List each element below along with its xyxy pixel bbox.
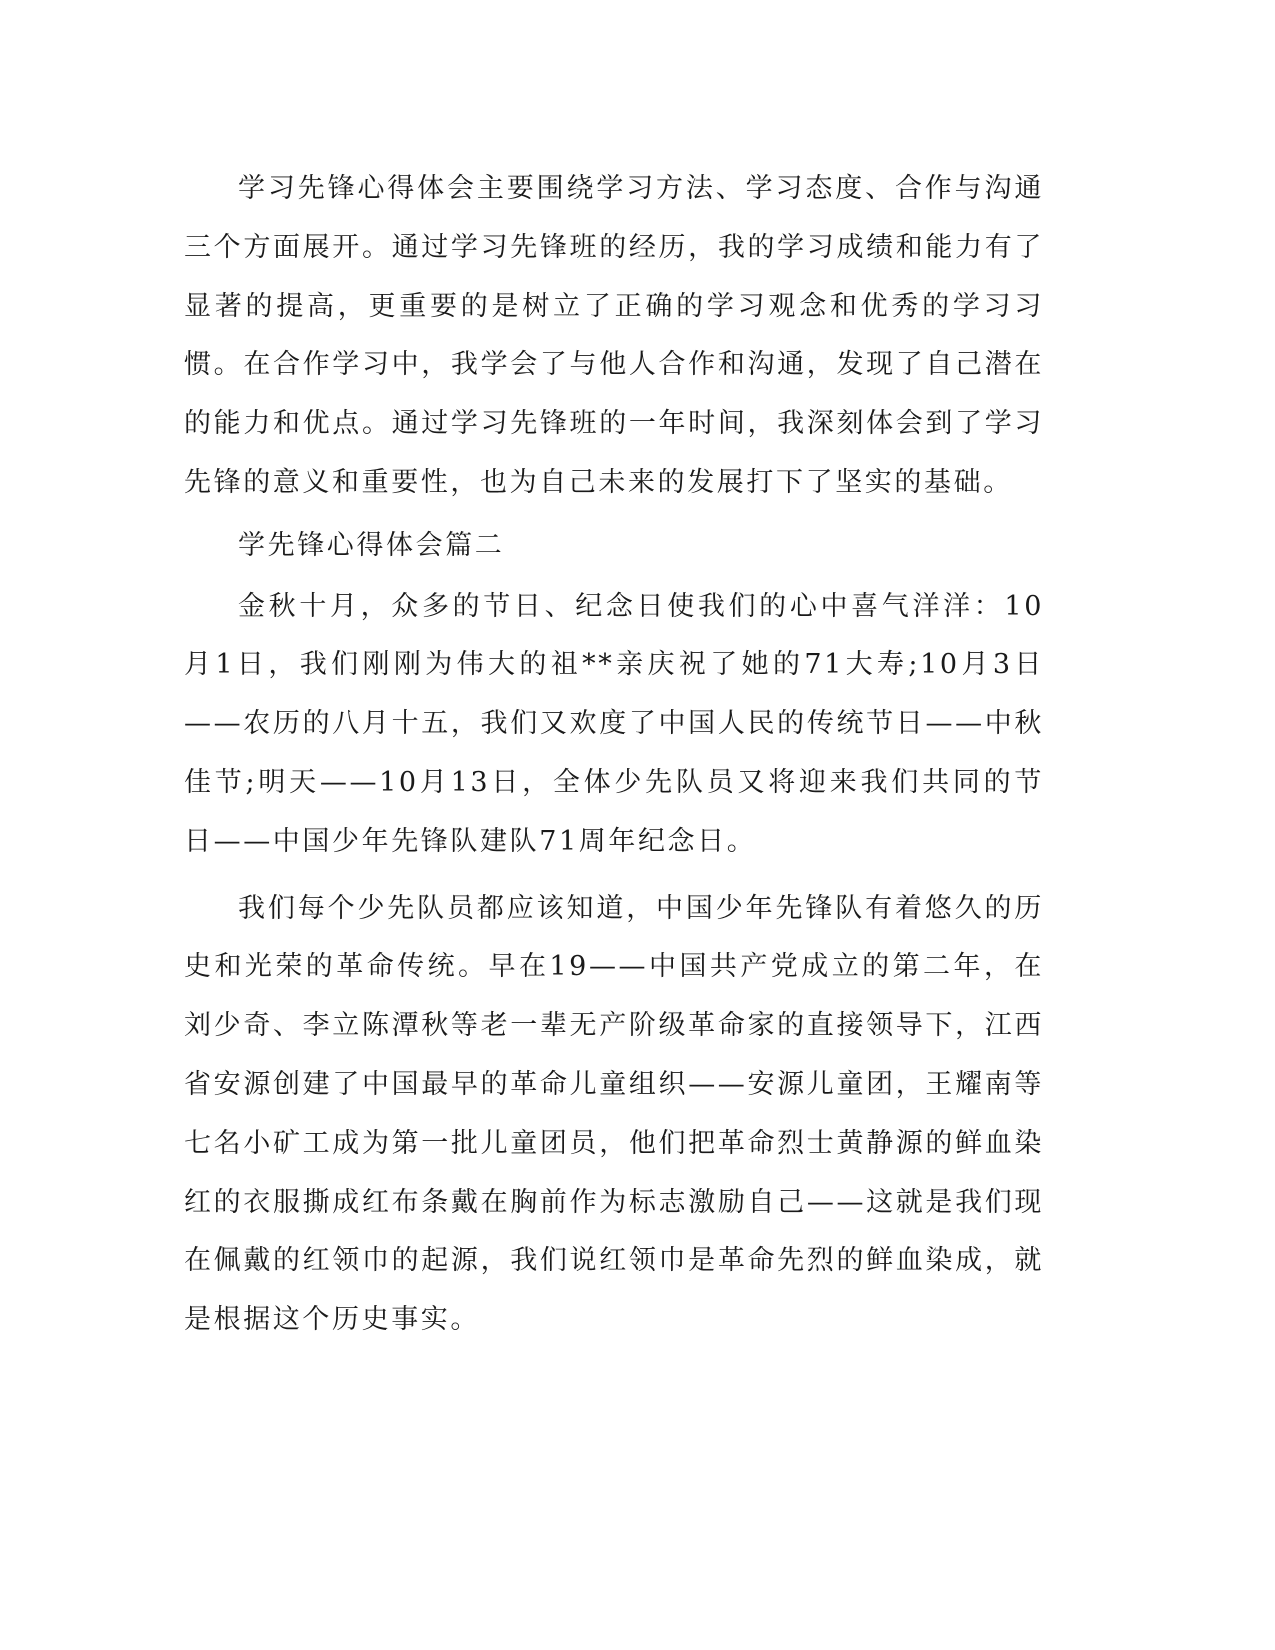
- section-heading: 学先锋心得体会篇二: [238, 529, 505, 561]
- paragraph-intro: 学习先锋心得体会主要围绕学习方法、学习态度、合作与沟通三个方面展开。通过学习先锋班的经历，我的学习成绩和能力有了显著的提高，更重要的是树立了正确的学习观念和优秀的学习习惯。在合作学习中，我学会了与他人合作和沟通，发现了自己潜在的能力和优点。通过学习先锋班的一年时间，我深刻体会到了学习先锋的意义和重要性，也为自己未来的发展打下了坚实的基础。: [184, 173, 1044, 498]
- paragraph-history: 我们每个少先队员都应该知道，中国少年先锋队有着悠久的历史和光荣的革命传统。早在19——中国共产党成立的第二年，在刘少奇、李立陈潭秋等老一辈无产阶级革命家的直接领导下，江西省安源创建了中国最早的革命儿童组织——安源儿童团，王耀南等七名小矿工成为第一批儿童团员，他们把革命烈士黄静源的鲜血染红的衣服撕成红布条戴在胸前作为标志激励自己——这就是我们现在佩戴的红领巾的起源，我们说红领巾是革命先烈的鲜血染成，就是根据这个历史事实。: [184, 892, 1044, 1336]
- document-body: [184, 160, 1044, 1350]
- paragraph-october: 金秋十月，众多的节日、纪念日使我们的心中喜气洋洋：10月1日，我们刚刚为伟大的祖**亲庆祝了她的71大寿;10月3日——农历的八月十五，我们又欢度了中国人民的传统节日——中秋佳节;明天——10月13日，全体少先队员又将迎来我们共同的节日——中国少年先锋队建队71周年纪念日。: [184, 590, 1044, 857]
